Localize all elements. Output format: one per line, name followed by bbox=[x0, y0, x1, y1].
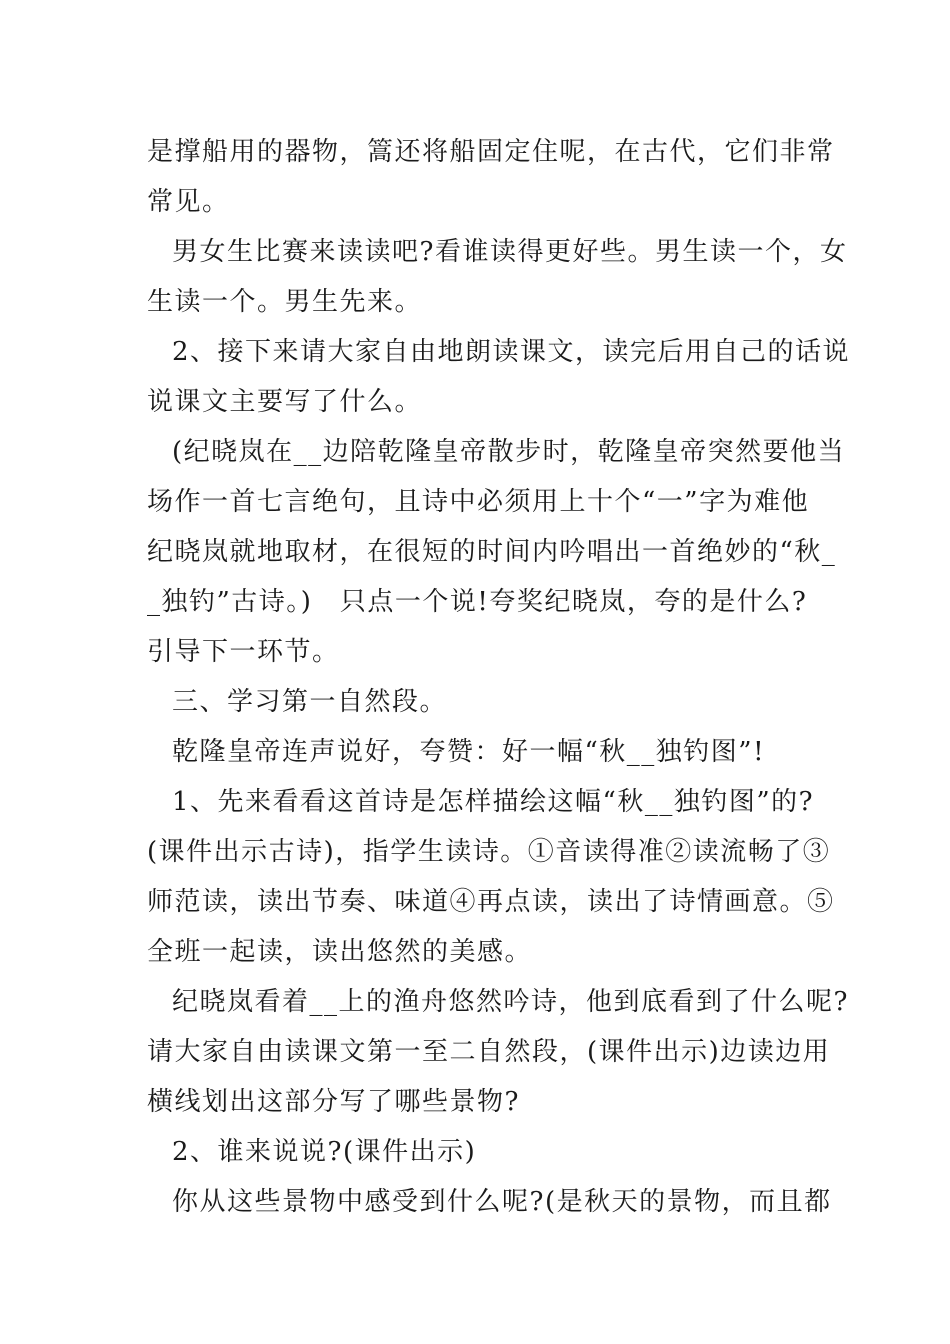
text-line: 纪晓岚就地取材，在很短的时间内吟唱出一首绝妙的“秋_ bbox=[147, 537, 837, 567]
text-line: 男女生比赛来读读吧?看谁读得更好些。男生读一个，女 bbox=[172, 237, 848, 267]
text-line: (课件出示古诗)，指学生读诗。①音读得准②读流畅了③ bbox=[147, 837, 831, 867]
text-line: 场作一首七言绝句，且诗中必须用上十个“一”字为难他 bbox=[147, 487, 810, 517]
text-line: 是撑船用的器物，篙还将船固定住呢，在古代，它们非常 bbox=[147, 137, 835, 167]
text-line: 请大家自由读课文第一至二自然段，(课件出示)边读边用 bbox=[147, 1037, 831, 1067]
text-line: 2、接下来请大家自由地朗读课文，读完后用自己的话说 bbox=[172, 337, 851, 367]
text-line: 1、先来看看这首诗是怎样描绘这幅“秋__独钓图”的? bbox=[172, 787, 815, 817]
text-line: _独钓”古诗。) 只点一个说!夸奖纪晓岚，夸的是什么? bbox=[147, 587, 808, 617]
text-line: 乾隆皇帝连声说好，夸赞：好一幅“秋__独钓图”! bbox=[172, 737, 766, 767]
text-line: 你从这些景物中感受到什么呢?(是秋天的景物，而且都 bbox=[172, 1187, 832, 1217]
text-line: 横线划出这部分写了哪些景物? bbox=[147, 1087, 520, 1117]
text-line: 纪晓岚看着__上的渔舟悠然吟诗，他到底看到了什么呢? bbox=[172, 987, 849, 1017]
text-line: 生读一个。男生先来。 bbox=[147, 287, 423, 317]
text-line: 常见。 bbox=[147, 187, 230, 217]
text-line: (纪晓岚在__边陪乾隆皇帝散步时，乾隆皇帝突然要他当 bbox=[172, 437, 846, 467]
text-line: 说课文主要写了什么。 bbox=[147, 387, 423, 417]
text-line: 2、谁来说说?(课件出示) bbox=[172, 1137, 477, 1167]
text-line: 师范读，读出节奏、味道④再点读，读出了诗情画意。⑤ bbox=[147, 887, 835, 917]
text-line: 三、学习第一自然段。 bbox=[172, 687, 448, 717]
text-line: 全班一起读，读出悠然的美感。 bbox=[147, 937, 533, 967]
text-line: 引导下一环节。 bbox=[147, 637, 340, 667]
